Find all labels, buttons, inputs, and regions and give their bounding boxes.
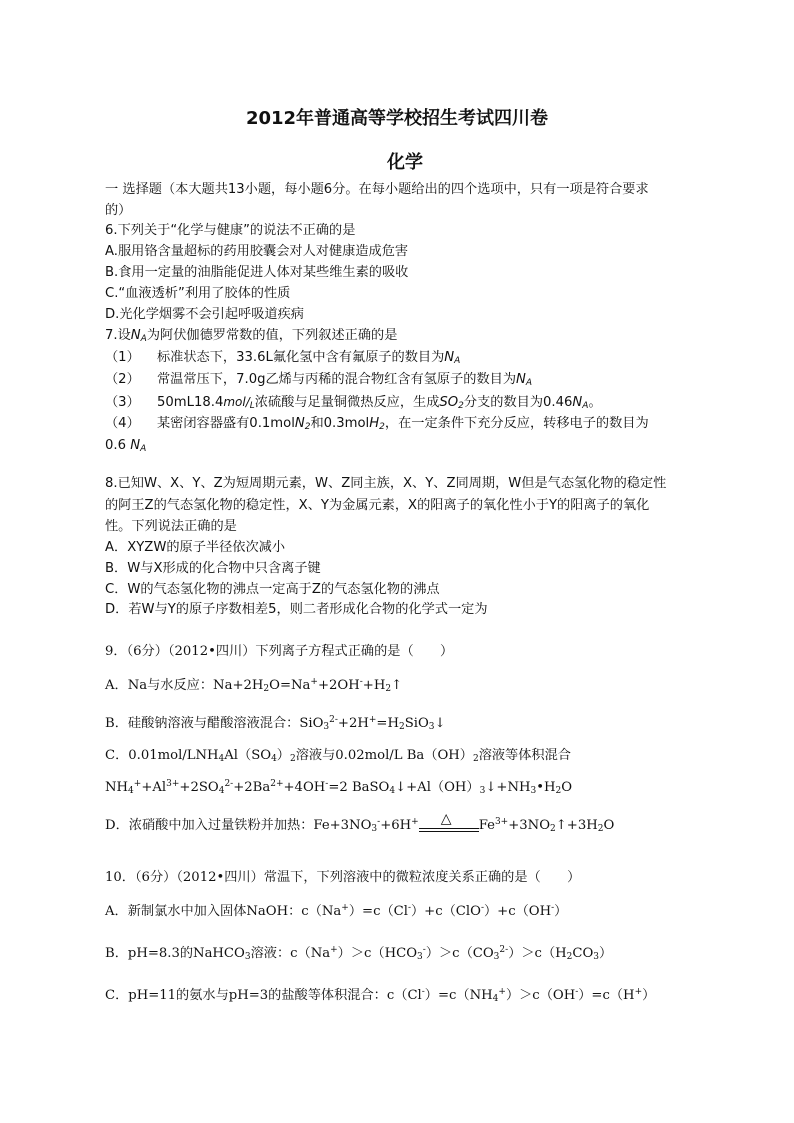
q8-option-d: D．若W与Y的原子序数相差5，则二者形成化合物的化学式一定为 <box>105 602 488 617</box>
q7-option-2: （2） 常温常压下，7.0g乙烯与丙稀的混合物红含有氢原子的数目为$N_A$ <box>105 372 533 388</box>
q10-stem: 10．（6分）（2012•四川）常温下，下列溶液中的微粒浓度关系正确的是（ ） <box>105 870 581 885</box>
q7-stem: 7.设$N_A$为阿伏伽德罗常数的值，下列叙述正确的是 <box>105 328 398 344</box>
q9-option-b: B．硅酸钠溶液与醋酸溶液混合：$SiO_3^{2-}+2H^+=H_2SiO_3↓$ <box>105 715 446 732</box>
q8-option-c: C．W的气态氢化物的沸点一定高于Z的气态氢化物的沸点 <box>105 582 440 597</box>
section-instructions-cont: 的） <box>105 203 132 218</box>
q10-option-c: C．pH=11的氨水与pH=3的盐酸等体积混合：$c(Cl^-)=c(NH_4^+)>c(OH^-)=c(H^+)$ <box>105 987 656 1004</box>
q9-option-d: D．浓硝酸中加入过量铁粉并加热：$Fe+3NO_3^-+6H^+$ △ $Fe^{3+}+3NO_2↑+3H_2O$ <box>105 810 615 834</box>
q9-stem: 9．（6分）（2012•四川）下列离子方程式正确的是（ ） <box>105 644 454 659</box>
q7-option-4-cont: 0.6 $N_A$ <box>105 438 147 454</box>
q7-option-1: （1） 标准状态下，33.6L氟化氢中含有氟原子的数目为$N_A$ <box>105 350 461 366</box>
q6-option-d: D.光化学烟雾不会引起呼吸道疾病 <box>105 307 304 322</box>
q10-option-b: B．pH=8.3的NaHCO$_3$溶液：$c(Na^+)>c(HCO_3^-)>c(CO_3^{2-})>c(H_2CO_3)$ <box>105 945 613 962</box>
q8-option-a: A．XYZW的原子半径依次减小 <box>105 540 286 555</box>
q9-option-c-equation: $NH_4^++Al^{3+}+2SO_4^{2-}+2Ba^{2+}+4OH^-=2$ $BaSO_4↓+Al(OH)_3↓+NH_3•H_2O$ <box>105 779 573 796</box>
q8-option-b: B．W与X形成的化合物中只含离子键 <box>105 561 321 576</box>
q8-stem-line1: 8.已知W、X、Y、Z为短周期元素，W、Z同主族，X、Y、Z同周期，W但是气态氢化物的稳定性 <box>105 476 667 491</box>
q9-option-c: C．$0.01mol/LNH_4Al(SO_4)_2$溶液与0.02mol/L $Ba(OH)_2$溶液等体积混合 <box>105 748 571 764</box>
subject-title: 化学 <box>387 152 423 173</box>
q6-stem: 6.下列关于“化学与健康”的说法不正确的是 <box>105 223 356 238</box>
q8-stem-line2: 的阿王Z的气态氢化物的稳定性，X、Y为金属元素，X的阳离子的氧化性小于Y的阳离子的氧化 <box>105 498 650 513</box>
q9-option-a: A．Na与水反应：$Na+2H_2O=Na^++2OH^-+H_2↑$ <box>105 677 403 694</box>
exam-title: 2012年普通高等学校招生考试四川卷 <box>245 108 549 129</box>
section-instructions: 一 选择题（本大题共13小题，每小题6分。在每小题给出的四个选项中，只有一项是符合要求 <box>105 182 649 197</box>
q7-option-4: （4） 某密闭容器盛有0.1molN$_2$和0.3molH$_2$，在一定条件下充分反应，转移电子的数目为 <box>105 416 649 432</box>
q7-option-3: （3） $50mL18.4mol/_L$浓硫酸与足量铜微热反应，生成$SO_2$分支的数目为$0.46N_A$。 <box>105 395 602 411</box>
q10-option-a: A．新制氯水中加入固体NaOH：c（Na+）=c（Cl-）+c（ClO-）+c（OH-） <box>105 903 568 919</box>
q6-option-a: A.服用铬含量超标的药用胶囊会对人对健康造成危害 <box>105 244 409 259</box>
q6-option-b: B.食用一定量的油脂能促进人体对某些维生素的吸收 <box>105 265 409 280</box>
heating-condition-symbol: △ <box>419 819 479 833</box>
q8-stem-line3: 性。下列说法正确的是 <box>105 519 237 534</box>
q6-option-c: C.“血液透析”利用了胶体的性质 <box>105 286 291 301</box>
